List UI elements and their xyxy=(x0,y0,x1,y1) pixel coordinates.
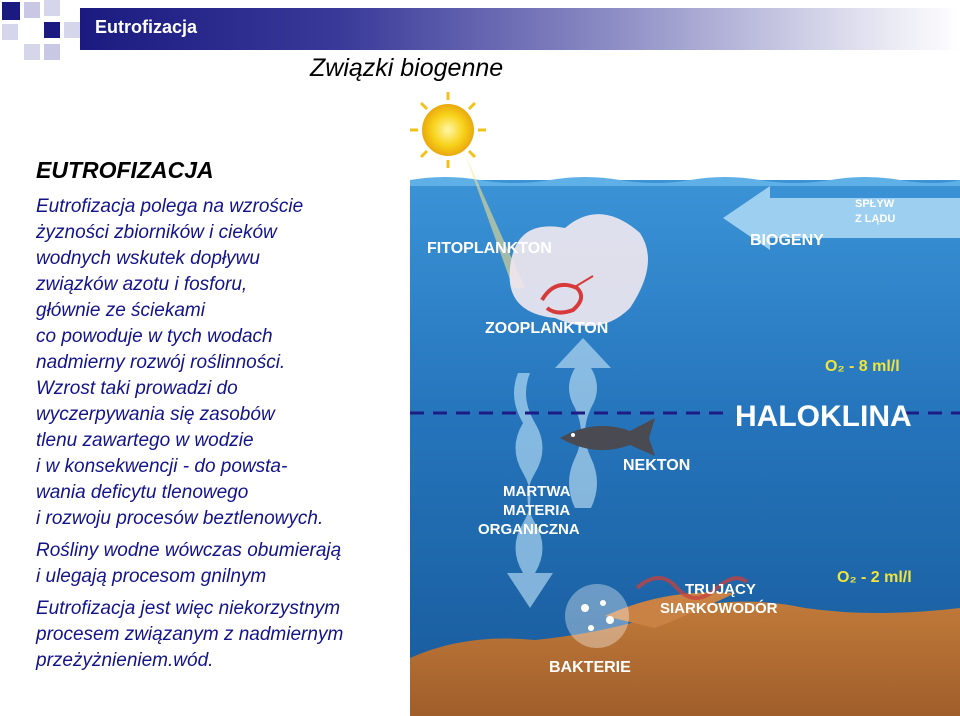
body-heading: EUTROFIZACJA xyxy=(36,157,214,183)
text-line: Eutrofizacja jest więc niekorzystnym xyxy=(36,598,341,619)
paragraph-conclusion xyxy=(36,596,416,674)
text-line: Eutrofizacja polega na wzroście xyxy=(36,196,304,217)
body-text xyxy=(36,150,416,680)
label-trujacy: TRUJĄCY xyxy=(685,581,756,598)
text-line: głównie ze ściekami xyxy=(36,300,205,321)
label-bakterie: BAKTERIE xyxy=(549,659,631,676)
header-bar xyxy=(80,8,960,50)
text-line: i rozwoju procesów beztlenowych. xyxy=(36,508,324,529)
text-line: Rośliny wodne wówczas obumierają xyxy=(36,540,342,561)
paragraph-definition xyxy=(36,194,416,532)
bacteria-icon xyxy=(565,584,629,648)
text-line: nadmierny rozwój roślinności. xyxy=(36,352,286,373)
label-fitoplankton: FITOPLANKTON xyxy=(427,240,552,257)
label-z-ladu: Z LĄDU xyxy=(855,213,896,225)
paragraph-plants xyxy=(36,538,416,590)
text-line: procesem związanym z nadmiernym xyxy=(36,624,344,645)
label-o2-top: O₂ - 8 ml/l xyxy=(825,358,900,375)
label-nekton: NEKTON xyxy=(623,457,691,474)
text-line: wyczerpywania się zasobów xyxy=(36,404,275,425)
slide-title: Związki biogenne xyxy=(310,54,504,82)
label-organiczna: ORGANICZNA xyxy=(478,521,580,538)
text-line: wodnych wskutek dopływu xyxy=(36,248,260,269)
text-line: tlenu zawartego w wodzie xyxy=(36,430,254,451)
label-haloklina: HALOKLINA xyxy=(735,400,912,433)
text-line: związków azotu i fosforu, xyxy=(36,274,248,295)
logo-squares xyxy=(0,0,80,64)
label-o2-bottom: O₂ - 2 ml/l xyxy=(837,569,912,586)
label-martwa: MARTWA xyxy=(503,483,571,500)
phytoplankton-cloud xyxy=(510,214,648,326)
label-splyw: SPŁYW xyxy=(855,198,895,210)
text-line: i w konsekwencji - do powsta- xyxy=(36,456,288,477)
text-line: i ulegają procesom gnilnym xyxy=(36,566,267,587)
text-line: żyzności zbiorników i cieków xyxy=(36,222,277,243)
label-biogeny: BIOGENY xyxy=(750,232,824,249)
header-title: Eutrofizacja xyxy=(95,17,198,37)
text-line: wania deficytu tlenowego xyxy=(36,482,249,503)
eutrophication-diagram xyxy=(405,88,960,716)
label-siarkowodor: SIARKOWODÓR xyxy=(660,600,778,617)
text-line: przeżyżnieniem.wód. xyxy=(36,650,214,671)
text-line: Wzrost taki prowadzi do xyxy=(36,378,238,399)
label-materia: MATERIA xyxy=(503,502,571,519)
text-line: co powoduje w tych wodach xyxy=(36,326,273,347)
label-zooplankton: ZOOPLANKTON xyxy=(485,320,609,337)
